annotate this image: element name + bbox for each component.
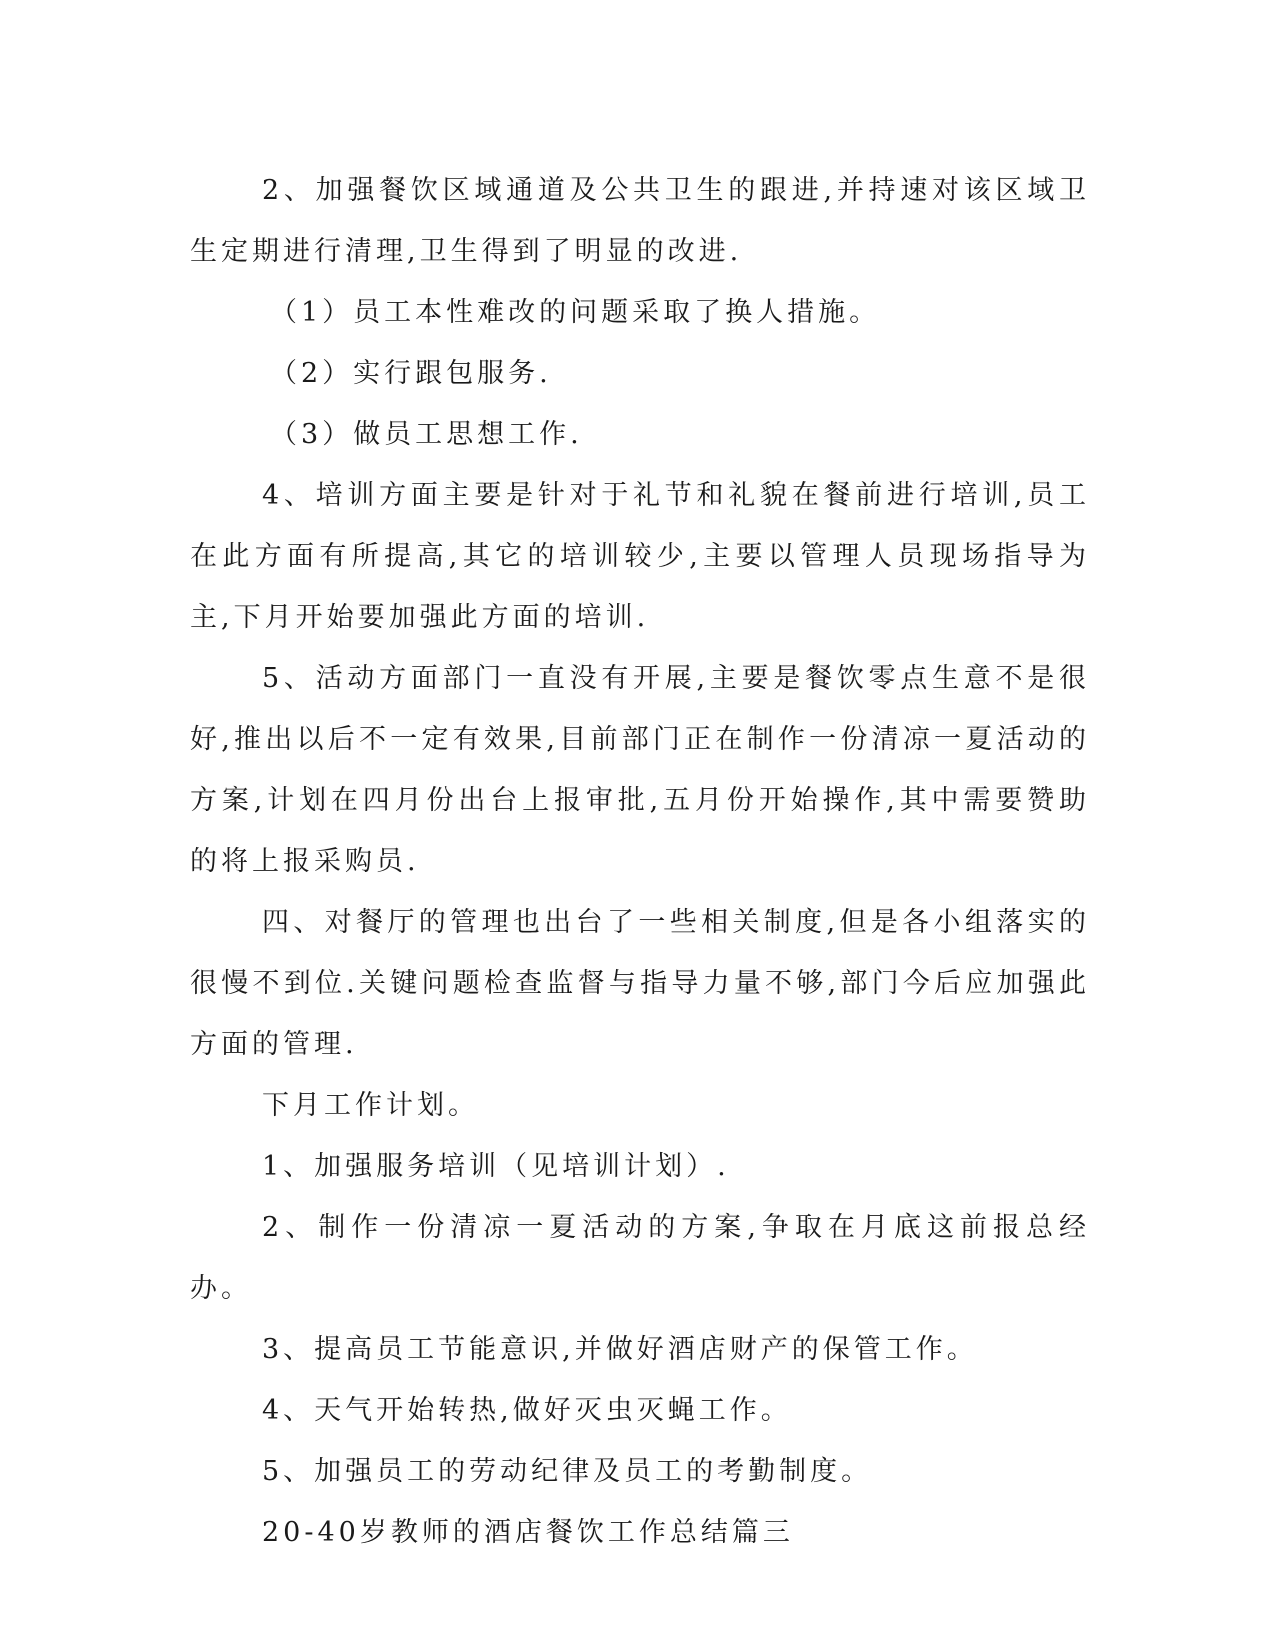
next-section-title: 20-40岁教师的酒店餐饮工作总结篇三 bbox=[262, 1517, 794, 1548]
paragraph-sub-item-3: （3）做员工思想工作. bbox=[270, 419, 583, 450]
paragraph-sub-item-1: （1）员工本性难改的问题采取了换人措施。 bbox=[270, 297, 881, 328]
plan-item-3: 3、提高员工节能意识,并做好酒店财产的保管工作。 bbox=[262, 1334, 978, 1365]
document-body bbox=[190, 160, 1090, 1563]
paragraph-hygiene: 2、加强餐饮区域通道及公共卫生的跟进,并持速对该区域卫生定期进行清理,卫生得到了明显的改进. bbox=[190, 175, 1090, 267]
section-heading-next-month-plan: 下月工作计划。 bbox=[262, 1090, 479, 1121]
plan-item-1: 1、加强服务培训（见培训计划）. bbox=[262, 1151, 730, 1182]
paragraph-activity: 5、活动方面部门一直没有开展,主要是餐饮零点生意不是很好,推出以后不一定有效果,目前部门正在制作一份清凉一夏活动的方案,计划在四月份出台上报审批,五月份开始操作,其中需要赞助的将上报采购员. bbox=[190, 663, 1090, 877]
paragraph-sub-item-2: （2）实行跟包服务. bbox=[270, 358, 552, 389]
plan-item-2: 2、制作一份清凉一夏活动的方案,争取在月底这前报总经办。 bbox=[190, 1212, 1090, 1304]
paragraph-management: 四、对餐厅的管理也出台了一些相关制度,但是各小组落实的很慢不到位.关键问题检查监督与指导力量不够,部门今后应加强此方面的管理. bbox=[190, 907, 1090, 1060]
plan-item-4: 4、天气开始转热,做好灭虫灭蝇工作。 bbox=[262, 1395, 792, 1426]
plan-item-5: 5、加强员工的劳动纪律及员工的考勤制度。 bbox=[262, 1456, 873, 1487]
paragraph-training: 4、培训方面主要是针对于礼节和礼貌在餐前进行培训,员工在此方面有所提高,其它的培训较少,主要以管理人员现场指导为主,下月开始要加强此方面的培训. bbox=[190, 480, 1090, 633]
